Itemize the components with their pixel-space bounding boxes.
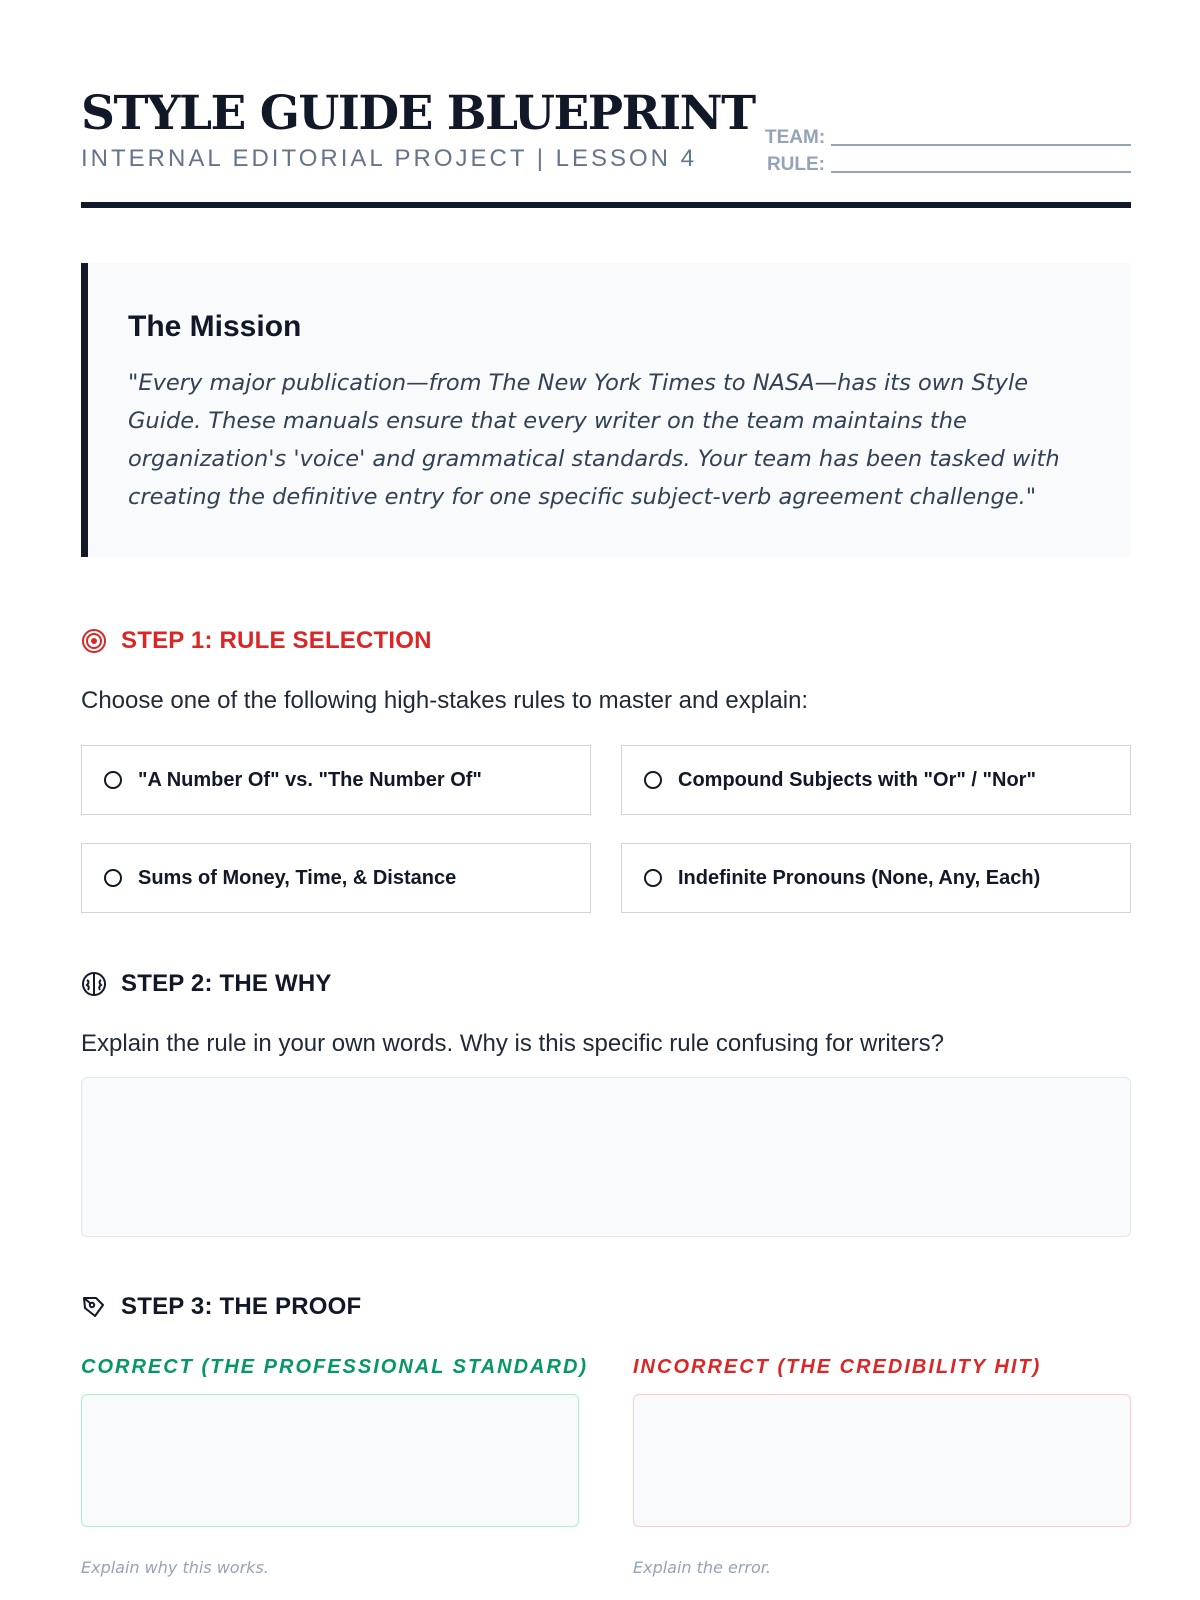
step2-heading: [81, 969, 332, 999]
meta-fields: [765, 122, 1131, 176]
target-icon: [81, 628, 107, 654]
radio-button[interactable]: [104, 869, 122, 887]
step1-heading: [81, 626, 432, 656]
worksheet-page: [81, 0, 1131, 1600]
radio-button[interactable]: [104, 771, 122, 789]
team-input-line[interactable]: [831, 128, 1131, 146]
header-divider: [81, 202, 1131, 208]
team-field: [765, 122, 1131, 149]
step3-title: STEP 3: THE PROOF: [121, 1293, 362, 1320]
correct-example-textarea[interactable]: [81, 1394, 579, 1527]
page-title: STYLE GUIDE BLUEPRINT: [81, 86, 755, 141]
radio-button[interactable]: [644, 771, 662, 789]
step2-instruction: Explain the rule in your own words. Why is this specific rule confusing for writers?: [81, 1030, 945, 1057]
header: [81, 86, 1131, 206]
step2-title: STEP 2: THE WHY: [121, 970, 332, 997]
page-subtitle: INTERNAL EDITORIAL PROJECT | LESSON 4: [81, 145, 698, 172]
mission-quote: "Every major publication—from The New York Times to NASA—has its own Style Guide. These manuals ensure that every writer on the team maintains the organization's 'voice' and grammatical standards. Your team has been tasked with creating the definitive entry for one specific subject-verb agreement challenge.": [128, 370, 1060, 510]
rule-option-compound-subjects[interactable]: [621, 745, 1131, 815]
step1-instruction: Choose one of the following high-stakes rules to master and explain:: [81, 687, 809, 714]
mission-panel: [81, 263, 1131, 557]
rule-field: [765, 149, 1131, 176]
step3-heading: [81, 1292, 361, 1322]
pen-nib-icon: [81, 1294, 107, 1320]
correct-hint: Explain why this works.: [81, 1558, 269, 1577]
option-label: Sums of Money, Time, & Distance: [138, 866, 457, 889]
rule-input-line[interactable]: [831, 155, 1131, 173]
rule-option-sums[interactable]: [81, 843, 591, 913]
step1-title: STEP 1: RULE SELECTION: [121, 627, 432, 654]
brain-icon: [81, 971, 107, 997]
option-label: Compound Subjects with "Or" / "Nor": [678, 768, 1036, 791]
option-label: "A Number Of" vs. "The Number Of": [138, 768, 482, 791]
radio-button[interactable]: [644, 869, 662, 887]
rule-option-number-of[interactable]: [81, 745, 591, 815]
team-label: TEAM:: [765, 127, 826, 148]
correct-example-label: CORRECT (THE PROFESSIONAL STANDARD): [81, 1356, 589, 1378]
explanation-textarea[interactable]: [81, 1077, 1131, 1237]
mission-title: The Mission: [128, 310, 302, 343]
rule-label: RULE:: [766, 154, 825, 175]
incorrect-hint: Explain the error.: [633, 1558, 771, 1577]
option-label: Indefinite Pronouns (None, Any, Each): [678, 866, 1041, 889]
rule-option-indefinite-pronouns[interactable]: [621, 843, 1131, 913]
incorrect-example-textarea[interactable]: [633, 1394, 1131, 1527]
incorrect-example-label: INCORRECT (THE CREDIBILITY HIT): [633, 1356, 1042, 1378]
